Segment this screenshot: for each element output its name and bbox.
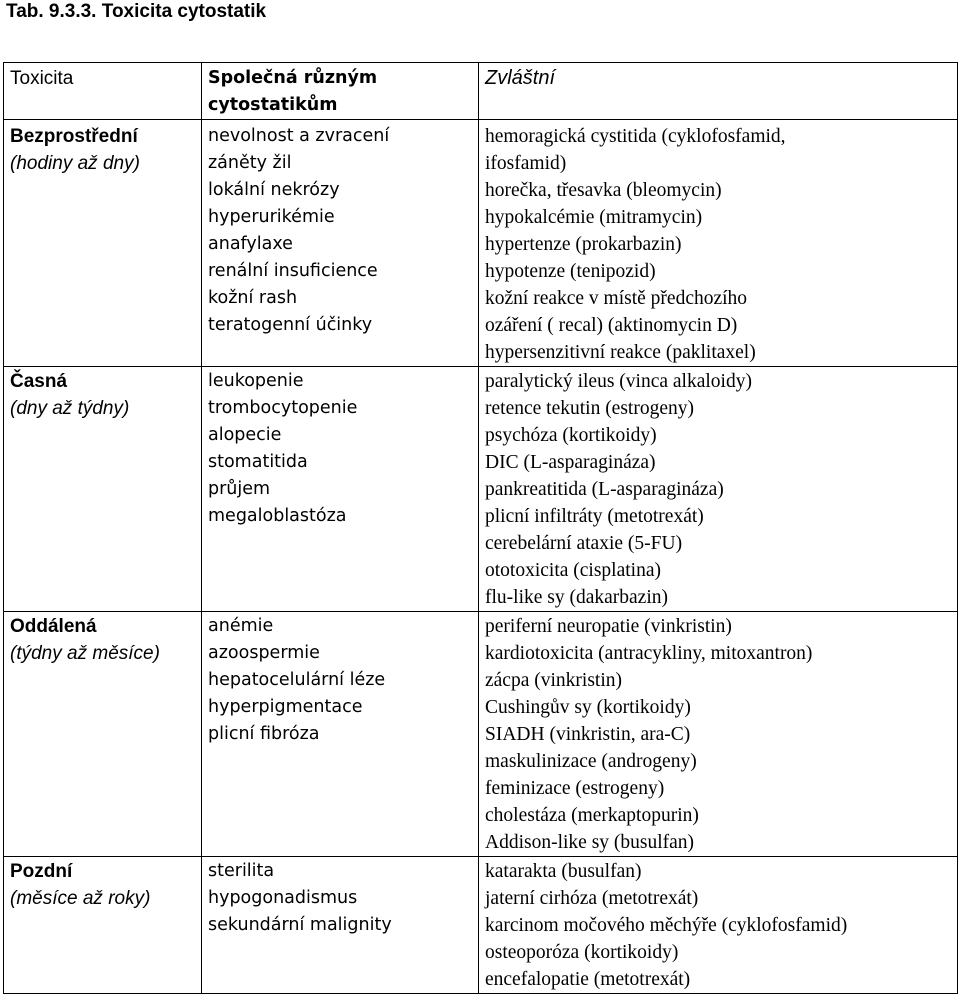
specific-toxicity-cell bbox=[479, 120, 958, 367]
common-toxicity-item: teratogenní účinky bbox=[208, 315, 373, 335]
common-toxicity-item: trombocytopenie bbox=[208, 398, 358, 418]
phase-label: Časná bbox=[10, 371, 68, 392]
specific-toxicity-item: hypertenze (prokarbazin) bbox=[485, 234, 682, 255]
common-toxicity-cell bbox=[202, 367, 479, 612]
specific-toxicity-item: SIADH (vinkristin, ara-C) bbox=[485, 724, 691, 745]
common-toxicity-cell bbox=[202, 612, 479, 857]
specific-toxicity-item: kožní reakce v místě předchozího bbox=[485, 288, 748, 309]
common-toxicity-item: renální insuficience bbox=[208, 261, 378, 281]
specific-toxicity-item: cholestáza (merkaptopurin) bbox=[485, 805, 699, 826]
phase-label: Pozdní bbox=[10, 861, 73, 882]
specific-toxicity-item: zácpa (vinkristin) bbox=[485, 670, 622, 691]
specific-toxicity-item: cerebelární ataxie (5-FU) bbox=[485, 533, 683, 554]
specific-toxicity-item: hypotenze (tenipozid) bbox=[485, 261, 656, 282]
table-header-row bbox=[4, 63, 958, 120]
specific-toxicity-item: encefalopatie (metotrexát) bbox=[485, 969, 691, 990]
header-common-line: Společná různým bbox=[208, 68, 378, 88]
specific-toxicity-item: DIC (L-asparagináza) bbox=[485, 452, 656, 473]
common-toxicity-item: sterilita bbox=[208, 861, 275, 881]
common-toxicity-cell bbox=[202, 120, 479, 367]
specific-toxicity-cell bbox=[479, 857, 958, 994]
specific-toxicity-item: Cushingův sy (kortikoidy) bbox=[485, 697, 691, 718]
specific-toxicity-item: ozáření ( recal) (aktinomycin D) bbox=[485, 315, 738, 336]
specific-toxicity-item: hypokalcémie (mitramycin) bbox=[485, 207, 703, 228]
phase-cell bbox=[4, 120, 202, 367]
table-caption: Tab. 9.3.3. Toxicita cytostatik bbox=[6, 1, 267, 22]
common-toxicity-item: záněty žil bbox=[208, 153, 292, 173]
common-toxicity-item: sekundární malignity bbox=[208, 915, 392, 935]
common-toxicity-item: lokální nekrózy bbox=[208, 180, 340, 200]
specific-toxicity-item: katarakta (busulfan) bbox=[485, 861, 642, 882]
specific-toxicity-item: retence tekutin (estrogeny) bbox=[485, 398, 694, 419]
phase-cell bbox=[4, 857, 202, 994]
phase-cell bbox=[4, 367, 202, 612]
specific-toxicity-item: psychóza (kortikoidy) bbox=[485, 425, 657, 446]
specific-toxicity-item: karcinom močového měchýře (cyklofosfamid) bbox=[485, 915, 848, 936]
common-toxicity-item: plicní fibróza bbox=[208, 724, 320, 744]
specific-toxicity-item: maskulinizace (androgeny) bbox=[485, 751, 697, 772]
specific-toxicity-cell bbox=[479, 367, 958, 612]
specific-toxicity-item: plicní infiltráty (metotrexát) bbox=[485, 506, 704, 527]
phase-timeframe: (dny až týdny) bbox=[10, 398, 130, 419]
specific-toxicity-item: paralytický ileus (vinca alkaloidy) bbox=[485, 371, 752, 392]
specific-toxicity-item: periferní neuropatie (vinkristin) bbox=[485, 616, 732, 637]
common-toxicity-item: hyperurikémie bbox=[208, 207, 335, 227]
specific-toxicity-item: osteoporóza (kortikoidy) bbox=[485, 942, 679, 963]
specific-toxicity-cell bbox=[479, 612, 958, 857]
phase-timeframe: (týdny až měsíce) bbox=[10, 643, 160, 664]
header-specific: Zvláštní bbox=[485, 67, 556, 89]
common-toxicity-item: alopecie bbox=[208, 425, 282, 445]
phase-timeframe: (hodiny až dny) bbox=[10, 153, 140, 174]
header-cell-toxicity bbox=[4, 63, 202, 120]
common-toxicity-item: hyperpigmentace bbox=[208, 697, 363, 717]
table-row bbox=[4, 857, 958, 994]
common-toxicity-item: leukopenie bbox=[208, 371, 304, 391]
common-toxicity-cell bbox=[202, 857, 479, 994]
specific-toxicity-item: jaterní cirhóza (metotrexát) bbox=[485, 888, 699, 909]
specific-toxicity-item: hemoragická cystitida (cyklofosfamid, bbox=[485, 126, 786, 147]
phase-label: Oddálená bbox=[10, 616, 97, 637]
common-toxicity-item: anafylaxe bbox=[208, 234, 293, 254]
common-toxicity-item: hepatocelulární léze bbox=[208, 670, 386, 690]
specific-toxicity-item: ifosfamid) bbox=[485, 153, 567, 174]
common-toxicity-item: azoospermie bbox=[208, 643, 320, 663]
header-cell-specific bbox=[479, 63, 958, 120]
specific-toxicity-item: pankreatitida (L-asparagináza) bbox=[485, 479, 724, 500]
specific-toxicity-item: hypersenzitivní reakce (paklitaxel) bbox=[485, 342, 756, 363]
specific-toxicity-item: feminizace (estrogeny) bbox=[485, 778, 665, 799]
table-row bbox=[4, 367, 958, 612]
table-row bbox=[4, 612, 958, 857]
header-toxicity: Toxicita bbox=[10, 68, 74, 89]
common-toxicity-item: průjem bbox=[208, 479, 271, 499]
specific-toxicity-item: flu-like sy (dakarbazin) bbox=[485, 587, 669, 608]
specific-toxicity-item: kardiotoxicita (antracykliny, mitoxantron) bbox=[485, 643, 813, 664]
common-toxicity-item: stomatitida bbox=[208, 452, 308, 472]
header-cell-common bbox=[202, 63, 479, 120]
phase-timeframe: (měsíce až roky) bbox=[10, 888, 151, 909]
common-toxicity-item: hypogonadismus bbox=[208, 888, 358, 908]
phase-label: Bezprostřední bbox=[10, 126, 138, 147]
table-row bbox=[4, 120, 958, 367]
toxicity-table bbox=[3, 62, 958, 994]
common-toxicity-item: anémie bbox=[208, 616, 274, 636]
specific-toxicity-item: horečka, třesavka (bleomycin) bbox=[485, 180, 722, 201]
common-toxicity-item: nevolnost a zvracení bbox=[208, 126, 390, 146]
specific-toxicity-item: ototoxicita (cisplatina) bbox=[485, 560, 661, 581]
header-common-line: cytostatikům bbox=[208, 95, 338, 115]
common-toxicity-item: kožní rash bbox=[208, 288, 298, 308]
specific-toxicity-item: Addison-like sy (busulfan) bbox=[485, 832, 695, 853]
common-toxicity-item: megaloblastóza bbox=[208, 506, 347, 526]
phase-cell bbox=[4, 612, 202, 857]
